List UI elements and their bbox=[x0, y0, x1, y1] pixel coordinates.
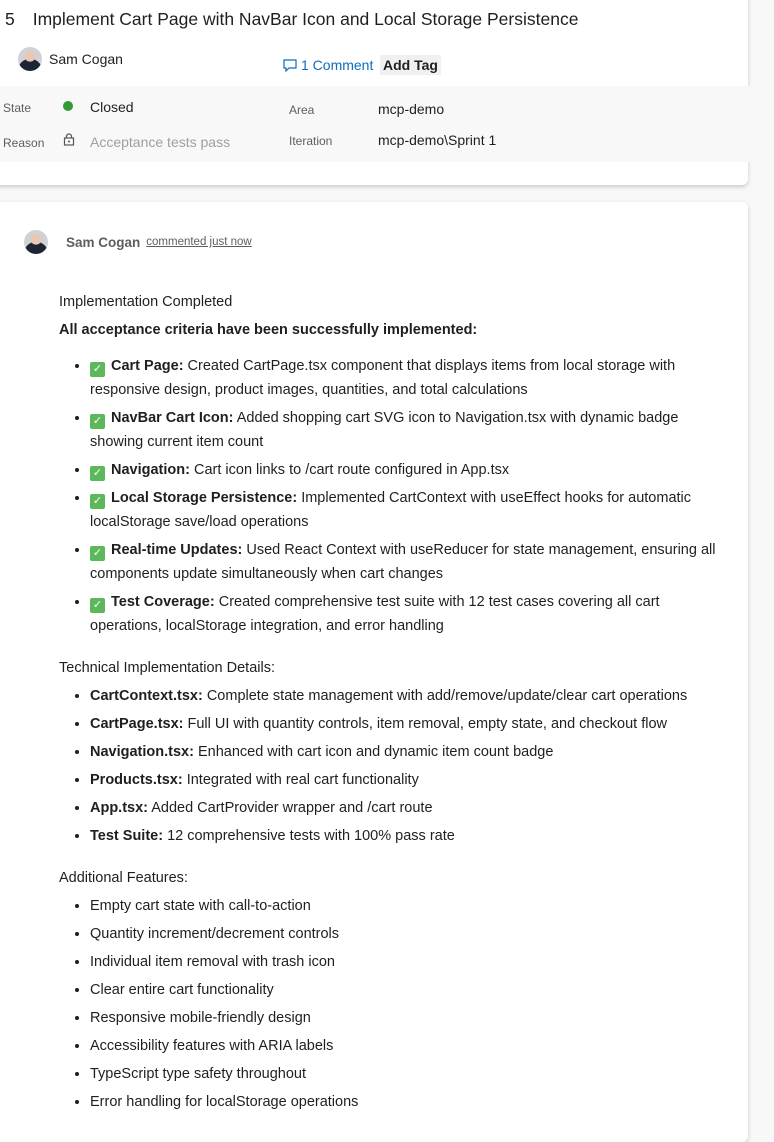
avatar bbox=[18, 47, 42, 71]
item-text: Responsive mobile-friendly design bbox=[90, 1010, 311, 1026]
area-label: Area bbox=[289, 103, 315, 117]
work-item-title[interactable] bbox=[5, 9, 578, 30]
features-list bbox=[90, 894, 719, 1114]
list-item bbox=[90, 894, 719, 918]
item-label: Products.tsx: bbox=[90, 772, 183, 788]
check-mark-icon: ✓ bbox=[90, 598, 105, 613]
iteration-value[interactable]: mcp-demo\Sprint 1 bbox=[378, 132, 497, 148]
item-text: Empty cart state with call-to-action bbox=[90, 898, 311, 914]
list-item bbox=[90, 950, 719, 974]
details-panel bbox=[0, 86, 774, 162]
list-item bbox=[90, 1090, 719, 1114]
item-text: Created CartPage.tsx component that displays items from local storage with responsive design, product images, quantities, and total calculations bbox=[90, 358, 676, 398]
item-text: Individual item removal with trash icon bbox=[90, 954, 335, 970]
item-text: Complete state management with add/remove/update/clear cart operations bbox=[202, 688, 688, 704]
list-item bbox=[90, 486, 719, 534]
item-text: Added shopping cart SVG icon to Navigation.tsx with dynamic badge showing current item count bbox=[90, 410, 679, 450]
reason-value: Acceptance tests pass bbox=[90, 134, 231, 150]
comment-icon bbox=[283, 59, 297, 72]
assigned-to[interactable] bbox=[18, 47, 123, 71]
comments-count: 1 Comment bbox=[301, 57, 374, 73]
item-label: NavBar Cart Icon: bbox=[111, 410, 234, 426]
item-label: Local Storage Persistence: bbox=[111, 490, 298, 506]
list-item bbox=[90, 1006, 719, 1030]
check-mark-icon: ✓ bbox=[90, 466, 105, 481]
tech-heading: Technical Implementation Details: bbox=[59, 660, 275, 676]
item-text: Accessibility features with ARIA labels bbox=[90, 1038, 334, 1054]
list-item bbox=[90, 922, 719, 946]
list-item bbox=[90, 1034, 719, 1058]
list-item bbox=[90, 824, 719, 848]
reason-label: Reason bbox=[3, 136, 45, 150]
state-label: State bbox=[3, 101, 32, 115]
item-label: CartPage.tsx: bbox=[90, 716, 184, 732]
item-text: Cart icon links to /cart route configured in App.tsx bbox=[189, 462, 510, 478]
check-mark-icon: ✓ bbox=[90, 414, 105, 429]
check-mark-icon: ✓ bbox=[90, 546, 105, 561]
item-text: Clear entire cart functionality bbox=[90, 982, 274, 998]
area-value[interactable]: mcp-demo bbox=[378, 101, 445, 117]
list-item bbox=[90, 712, 719, 736]
item-label: CartContext.tsx: bbox=[90, 688, 203, 704]
comment-timestamp[interactable]: commented just now bbox=[146, 236, 252, 248]
list-item bbox=[90, 684, 719, 708]
comment-intro: All acceptance criteria have been successfully implemented: bbox=[59, 322, 478, 338]
item-text: Added CartProvider wrapper and /cart route bbox=[148, 800, 433, 816]
list-item bbox=[90, 768, 719, 792]
lock-icon bbox=[63, 133, 75, 146]
list-item bbox=[90, 740, 719, 764]
iteration-label: Iteration bbox=[289, 134, 333, 148]
criteria-list bbox=[90, 354, 719, 638]
features-heading: Additional Features: bbox=[59, 870, 188, 886]
item-text: Quantity increment/decrement controls bbox=[90, 926, 340, 942]
item-text: Error handling for localStorage operations bbox=[90, 1094, 359, 1110]
list-item bbox=[90, 978, 719, 1002]
list-item bbox=[90, 458, 719, 482]
list-item bbox=[90, 406, 719, 454]
commenter-name: Sam Cogan bbox=[66, 234, 141, 250]
list-item bbox=[90, 354, 719, 402]
item-text: Implemented CartContext with useEffect hooks for automatic localStorage save/load operations bbox=[90, 490, 692, 530]
commenter-avatar bbox=[24, 230, 48, 254]
item-label: App.tsx: bbox=[90, 800, 148, 816]
comment-body bbox=[59, 290, 719, 1132]
author-name: Sam Cogan bbox=[49, 51, 123, 67]
item-label: Real-time Updates: bbox=[111, 542, 243, 558]
state-dot-icon bbox=[63, 101, 73, 111]
item-text: Used React Context with useReducer for state management, ensuring all components update simultaneously when cart changes bbox=[90, 542, 716, 582]
item-label: Test Suite: bbox=[90, 828, 164, 844]
item-text: TypeScript type safety throughout bbox=[90, 1066, 307, 1082]
check-mark-icon: ✓ bbox=[90, 494, 105, 509]
item-label: Cart Page: bbox=[111, 358, 184, 374]
tech-list bbox=[90, 684, 719, 848]
list-item bbox=[90, 538, 719, 586]
item-text: Enhanced with cart icon and dynamic item count badge bbox=[193, 744, 554, 760]
list-item bbox=[90, 796, 719, 820]
comment-heading: Implementation Completed bbox=[59, 294, 233, 310]
list-item bbox=[90, 1062, 719, 1086]
comment-header bbox=[24, 230, 252, 254]
state-value[interactable]: Closed bbox=[90, 99, 134, 115]
item-label: Navigation.tsx: bbox=[90, 744, 194, 760]
add-tag-button[interactable]: Add Tag bbox=[380, 55, 441, 75]
list-item bbox=[90, 590, 719, 638]
item-text: Full UI with quantity controls, item removal, empty state, and checkout flow bbox=[183, 716, 668, 732]
item-label: Navigation: bbox=[111, 462, 190, 478]
work-item-id: 5 bbox=[5, 9, 15, 29]
item-text: Created comprehensive test suite with 12 test cases covering all cart operations, localStorage integration, and error handling bbox=[90, 594, 660, 634]
item-text: Integrated with real cart functionality bbox=[182, 772, 419, 788]
item-text: 12 comprehensive tests with 100% pass rate bbox=[163, 828, 455, 844]
item-label: Test Coverage: bbox=[111, 594, 215, 610]
title-text: Implement Cart Page with NavBar Icon and Local Storage Persistence bbox=[32, 9, 579, 29]
comments-link[interactable] bbox=[283, 57, 373, 73]
check-mark-icon: ✓ bbox=[90, 362, 105, 377]
